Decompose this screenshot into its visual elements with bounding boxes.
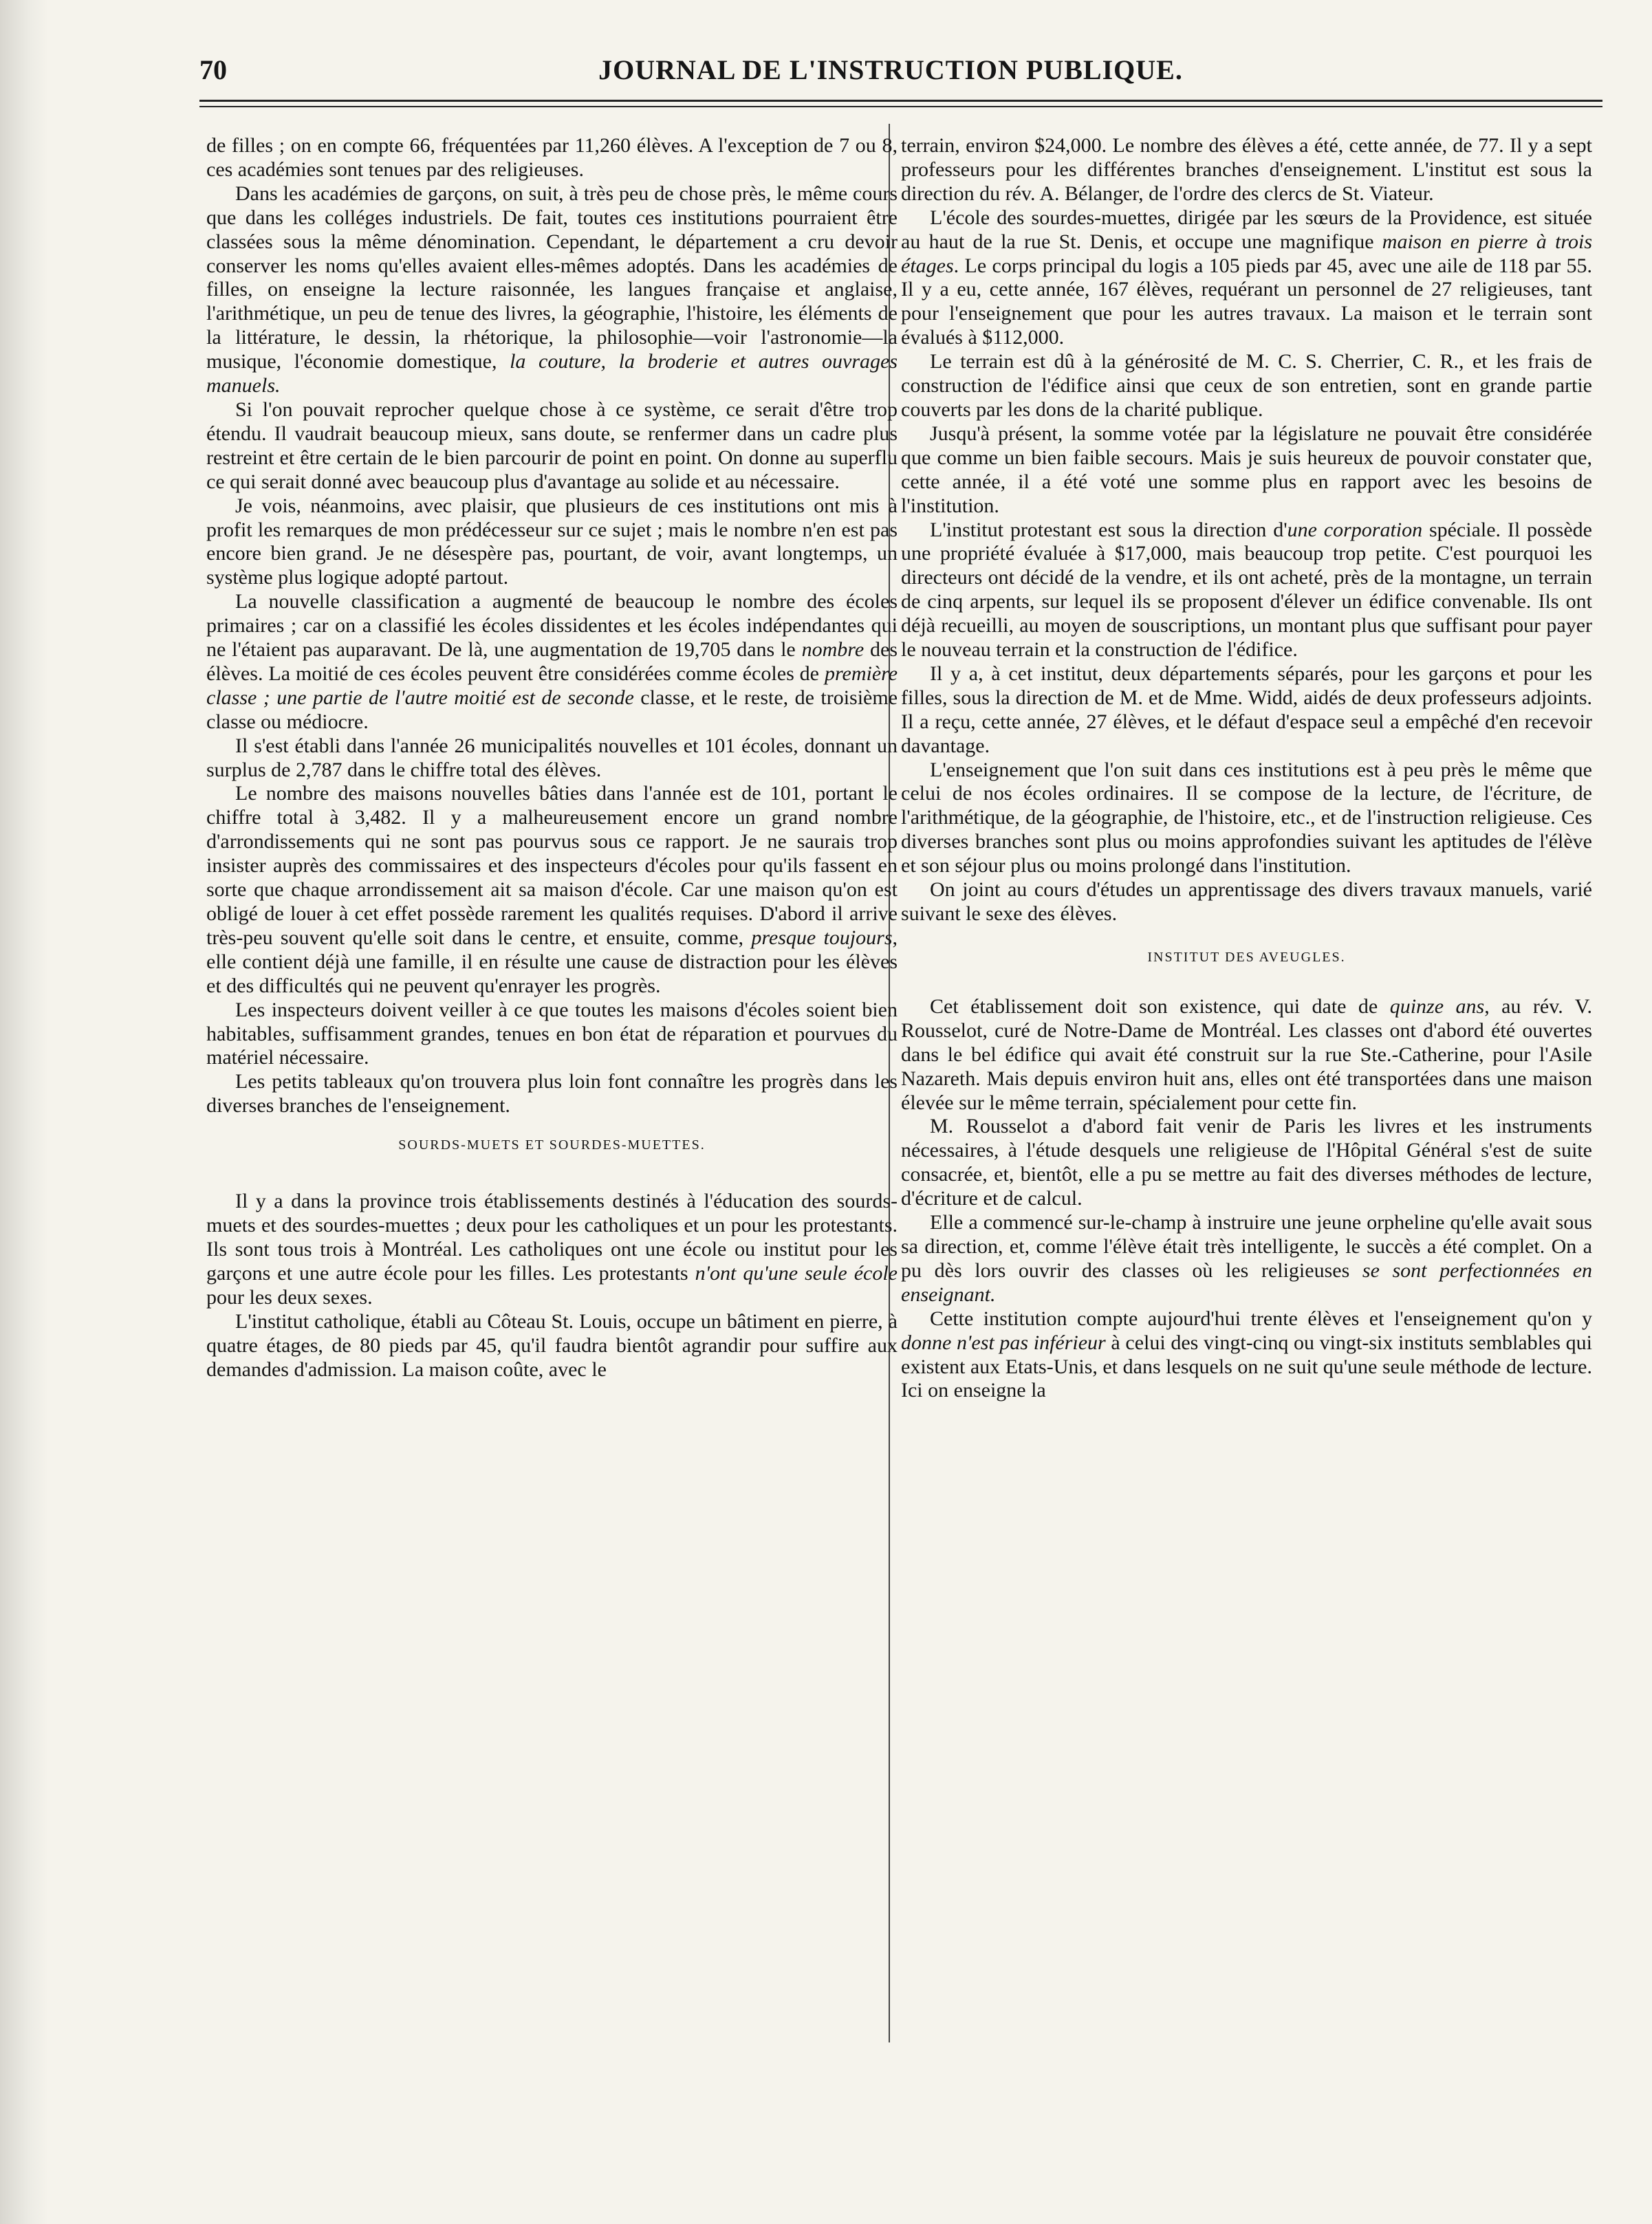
journal-title: JOURNAL DE L'INSTRUCTION PUBLIQUE.	[598, 54, 1183, 85]
section-heading: SOURDS-MUETS ET SOURDES-MUETTES.	[398, 1137, 706, 1153]
italic-text: presque toujours	[751, 926, 893, 949]
header-rule-thin	[199, 106, 1602, 107]
italic-text: nombre	[801, 638, 865, 662]
paragraph: de filles ; on en compte 66, fréquentées par 11,260 élèves. A l'exception de 7 ou 8, ces académies sont tenues par des religieuses.	[206, 134, 898, 181]
text: La nouvelle classification a augmenté de beaucoup le nombre des écoles primaires ; car on a classifié les écoles dissidentes et les écoles indépendantes qui ne l'étaient pas auparavant. De là, une augmentation de 19,705 dans le	[206, 590, 898, 662]
text: des élèves. La moitié de ces écoles peuvent être considérées comme écoles de	[206, 638, 898, 685]
italic-text: première classe ; une partie de l'autre moitié est de seconde	[206, 662, 898, 709]
left-column	[206, 134, 898, 2046]
italic-text: n'ont qu'une seule école	[695, 1261, 898, 1285]
paragraph	[901, 519, 1592, 662]
paragraph: Si l'on pouvait reprocher quelque chose à ce système, ce serait d'être trop étendu. Il vaudrait beaucoup mieux, sans doute, se renfermer dans un cadre plus restreint et être certain de le bien parcourir de point en point. On donne au superflu ce qui serait donné avec beaucoup plus d'avantage au solide et au nécessaire.	[206, 397, 898, 493]
page-number: 70	[199, 54, 227, 85]
text: , elle contient déjà une famille, il en résulte une cause de distraction pour les élèves et des difficultés qui ne peuvent qu'enrayer les progrès.	[206, 926, 898, 997]
paragraph: Je vois, néanmoins, avec plaisir, que plusieurs de ces institutions ont mis à profit les remarques de mon prédécesseur sur ce sujet ; mais le nombre n'en est pas encore bien grand. Je ne désespère pas, pourtant, de voir, avant longtemps, un système plus logique adopté partout.	[206, 494, 898, 589]
italic-text: se sont perfectionnées en enseignant.	[901, 1258, 1593, 1306]
italic-text: quinze ans	[1389, 994, 1485, 1018]
text: L'école des sourdes-muettes, dirigée par les sœurs de la Providence, est située au haut de la rue St. Denis, et occupe une magnifique	[901, 206, 1592, 253]
paragraph: Les inspecteurs doivent veiller à ce que toutes les maisons d'écoles soient bien habitables, suffisamment grandes, tenues en bon état de réparation et pourvues du matériel nécessaire.	[206, 998, 898, 1069]
paragraph: terrain, environ $24,000. Le nombre des élèves a été, cette année, de 77. Il y a sept professeurs pour les différentes branches d'enseignement. L'institut est sous la direction du rév. A. Bélanger, de l'ordre des clercs de St. Viateur.	[901, 134, 1592, 205]
text: Cet établissement doit son existence, qui date de	[930, 994, 1378, 1018]
text: Elle a commencé sur-le-champ à instruire une jeune orpheline qu'elle avait sous sa direction, et, comme l'élève était très intelligente, le succès a été complet. On a pu dès lors ouvrir des classes où les religieuses	[901, 1211, 1592, 1282]
section-heading: INSTITUT DES AVEUGLES.	[1147, 949, 1346, 965]
text: , au rév. V. Rousselot, curé de Notre-Dame de Montréal. Les classes ont d'abord été ouvertes dans le bel édifice qui avait été construit sur la rue Ste.-Catherine, pour l'Asile Nazareth. Mais depuis environ huit ans, elles ont été transportées dans une maison élevée sur le même terrain, spécialement pour cette fin.	[901, 994, 1593, 1114]
paragraph: L'enseignement que l'on suit dans ces institutions est à peu près le même que celui de nos écoles ordinaires. Il se compose de la lecture, de l'écriture, de l'arithmétique, de la géographie, de l'histoire, etc., et de l'instruction religieuse. Ces diverses branches sont plus ou moins approfondies suivant les aptitudes de l'élève et son séjour plus ou moins prolongé dans l'institution.	[901, 758, 1592, 877]
text: Cette institution compte aujourd'hui trente élèves et l'enseignement qu'on y	[930, 1307, 1592, 1330]
paragraph: Les petits tableaux qu'on trouvera plus loin font connaître les progrès dans les diverses branches de l'enseignement.	[206, 1070, 898, 1118]
italic-text: une corporation	[1287, 518, 1423, 541]
right-column	[901, 134, 1592, 2032]
paragraph	[206, 590, 898, 734]
paragraph	[206, 782, 898, 998]
header-rule	[199, 100, 1602, 102]
italic-text: maison en pierre à trois étages	[901, 230, 1592, 277]
text: L'institut protestant est sous la direction d'	[930, 518, 1287, 541]
paragraph	[901, 1307, 1592, 1404]
paragraph	[206, 182, 898, 398]
paragraph: M. Rousselot a d'abord fait venir de Paris les livres et les instruments nécessaires, à l'étude desquels une religieuse de l'Hôpital Général s'est de suite consacrée, et, bientôt, elle a pu se mettre au fait des diverses méthodes de lecture, d'écriture et de calcul.	[901, 1115, 1592, 1210]
text: Le nombre des maisons nouvelles bâties dans l'année est de 101, portant le chiffre total à 3,482. Il y a malheureusement encore un grand nombre d'arrondissements qui ne sont pas pourvus sous ce rapport. Je ne saurais trop insister auprès des commissaires et des inspecteurs d'écoles pour qu'ils fassent en sorte que chaque arrondissement ait sa maison d'école. Car une maison qu'on est obligé de louer à cet effet possède rarement les qualités requises. D'abord il arrive très-peu souvent qu'elle soit dans le centre, et ensuite, comme,	[206, 782, 898, 949]
text: Il y a dans la province trois établissements destinés à l'éducation des sourds-muets et des sourdes-muettes ; deux pour les catholiques et un pour les protestants. Ils sont tous trois à Montréal. Les catholiques ont une école ou institut pour les garçons et une autre école pour les filles. Les protestants	[206, 1190, 898, 1285]
italic-text: la couture, la broderie et autres ouvrages manuels.	[206, 350, 898, 397]
paragraph: Jusqu'à présent, la somme votée par la législature ne pouvait être considérée que comme un bien faible secours. Mais je suis heureux de pouvoir constater que, cette année, il a été voté une somme plus en rapport avec les besoins de l'institution.	[901, 422, 1592, 517]
paragraph	[901, 1211, 1592, 1307]
text: . Le corps principal du logis a 105 pieds par 45, avec une aile de 118 par 55. Il y a eu, cette année, 167 élèves, requérant un personnel de 27 religieuses, tant pour l'enseignement que pour les autres travaux. La maison et le terrain sont évalués à $112,000.	[901, 254, 1592, 349]
paragraph: Il y a, à cet institut, deux départements séparés, pour les garçons et pour les filles, sous la direction de M. et de Mme. Widd, aidés de deux professeurs adjoints. Il a reçu, cette année, 27 élèves, et le défaut d'espace seul a empêché d'en recevoir davantage.	[901, 662, 1592, 757]
paragraph: On joint au cours d'études un apprentissage des divers travaux manuels, varié suivant le sexe des élèves.	[901, 878, 1592, 925]
text: spéciale. Il possède une propriété évaluée à $17,000, mais beaucoup trop petite. C'est pourquoi les directeurs ont décidé de la vendre, et ils ont acheté, près de la montagne, un terrain de cinq arpents, sur lequel ils se proposent d'élever un édifice convenable. Ils ont déjà recueilli, au moyen de souscriptions, un montant plus que suffisant pour payer le nouveau terrain et la construction de l'édifice.	[901, 518, 1592, 662]
text: classe, et le reste, de troisième classe ou médiocre.	[206, 686, 898, 733]
page-edge-shadow	[0, 0, 48, 2224]
paragraph	[901, 206, 1592, 350]
text: à celui des vingt-cinq ou vingt-six instituts semblables qui existent aux Etats-Unis, et dans lesquels on ne suit qu'une seule méthode de lecture. Ici on enseigne la	[901, 1331, 1593, 1402]
paragraph: Il s'est établi dans l'année 26 municipalités nouvelles et 101 écoles, donnant un surplus de 2,787 dans le chiffre total des élèves.	[206, 734, 898, 781]
italic-text: donne n'est pas inférieur	[901, 1331, 1106, 1354]
paragraph: L'institut catholique, établi au Côteau St. Louis, occupe un bâtiment en pierre, à quatre étages, de 80 pieds par 45, qu'il faudra bientôt agrandir pour suffire aux demandes d'admission. La maison coûte, avec le	[206, 1309, 898, 1381]
page-header	[199, 48, 1582, 96]
paragraph: Le terrain est dû à la générosité de M. C. S. Cherrier, C. R., et les frais de construction de l'édifice ainsi que ceux de son entretien, sont en grande partie couverts par les dons de la charité publique.	[901, 350, 1592, 421]
paragraph	[206, 1190, 898, 1310]
paragraph	[901, 995, 1592, 1115]
text: pour les deux sexes.	[206, 1285, 373, 1309]
text: Dans les académies de garçons, on suit, à très peu de chose près, le même cours que dans les colléges industriels. De fait, toutes ces institutions pourraient être classées sous la même dénomination. Cependant, le département a cru devoir conserver les noms qu'elles avaient elles-mêmes adoptés. Dans les académies de filles, on enseigne la lecture raisonnée, les langues française et anglaise, l'arithmétique, un peu de tenue des livres, la géographie, l'histoire, les éléments de la littérature, le dessin, la rhétorique, la philosophie—voir l'astronomie—la musique, l'économie domestique,	[206, 182, 898, 373]
